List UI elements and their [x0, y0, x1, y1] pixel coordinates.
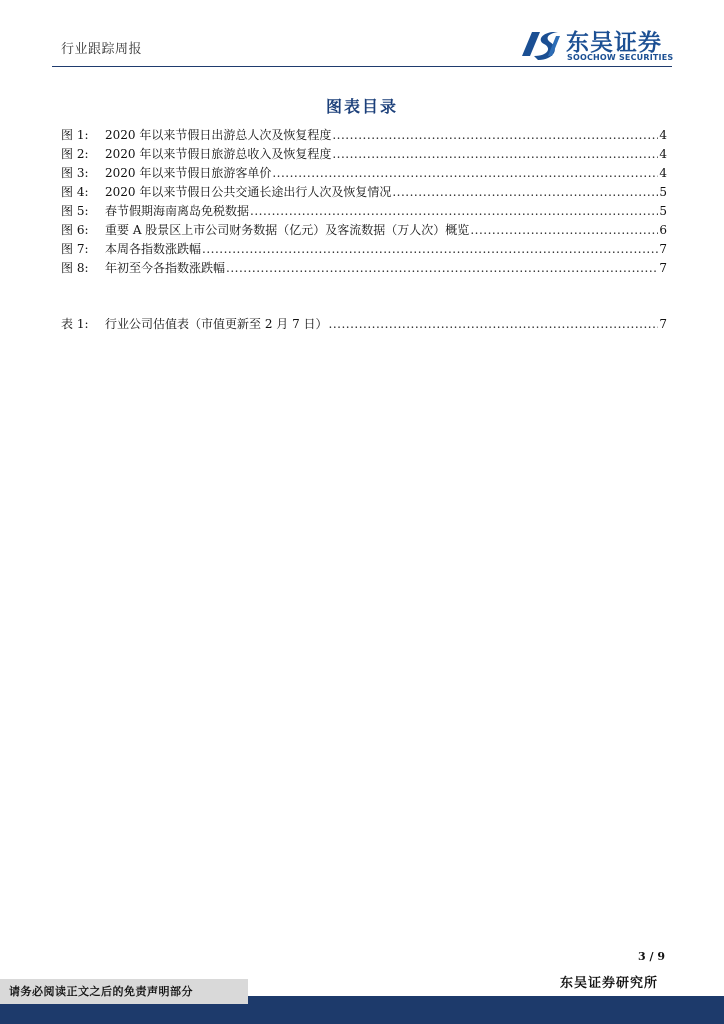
toc-entry[interactable]: [61, 259, 667, 278]
toc-entry-title[interactable]: 2020 年以来节假日旅游客单价: [105, 166, 272, 180]
toc-entry-page: 5: [659, 204, 667, 218]
figure-list: [61, 126, 667, 278]
disclaimer-note: 请务必阅读正文之后的免责声明部分: [0, 979, 248, 1004]
toc-title: 图表目录: [325, 97, 398, 116]
toc-entry-title[interactable]: 2020 年以来节假日旅游总收入及恢复程度: [105, 147, 332, 161]
logo-name-cn: 东吴证券: [566, 30, 662, 56]
toc-entry[interactable]: [61, 221, 667, 240]
toc-entry-page: 5: [659, 185, 667, 199]
logo-name-en: SOOCHOW SECURITIES: [567, 53, 674, 62]
toc-entry[interactable]: [61, 164, 667, 183]
toc-entry-page: 6: [659, 223, 667, 237]
toc-dot-leader: [332, 145, 658, 164]
toc-dot-leader: [470, 221, 658, 240]
toc-entry-page: 4: [659, 147, 667, 161]
table-list: [61, 315, 667, 334]
toc-entry-title[interactable]: 年初至今各指数涨跌幅: [105, 261, 226, 275]
toc-dot-leader: [250, 202, 658, 221]
toc-dot-leader: [329, 315, 659, 334]
toc-entry-number: 图 3:: [61, 166, 89, 180]
toc-entry-number: 图 8:: [61, 261, 89, 275]
toc-entry[interactable]: [61, 315, 667, 334]
toc-dot-leader: [272, 164, 658, 183]
institute-name: 东吴证券研究所: [560, 976, 659, 991]
toc-entry-page: 4: [659, 128, 667, 142]
toc-entry-number: 表 1:: [61, 317, 89, 331]
toc-entry-page: 7: [659, 261, 667, 275]
toc-entry-title[interactable]: 2020 年以来节假日公共交通长途出行人次及恢复情况: [105, 185, 392, 199]
toc-entry[interactable]: [61, 202, 667, 221]
page-number: 3 / 9: [638, 950, 665, 963]
toc-dot-leader: [392, 183, 658, 202]
toc-dot-leader: [332, 126, 658, 145]
company-logo: [518, 24, 678, 64]
toc-entry-title[interactable]: 2020 年以来节假日出游总人次及恢复程度: [105, 128, 332, 142]
toc-entry-number: 图 6:: [61, 223, 89, 237]
toc-entry-page: 7: [659, 317, 667, 331]
toc-dot-leader: [202, 240, 658, 259]
header-divider: [52, 66, 672, 67]
toc-entry[interactable]: [61, 126, 667, 145]
toc-entry-page: 7: [659, 242, 667, 256]
toc-entry-title[interactable]: 春节假期海南离岛免税数据: [105, 204, 250, 218]
toc-dot-leader: [226, 259, 658, 278]
toc-entry-title[interactable]: 重要 A 股景区上市公司财务数据（亿元）及客流数据（万人次）概览: [105, 223, 470, 237]
toc-entry[interactable]: [61, 240, 667, 259]
toc-entry-title[interactable]: 行业公司估值表（市值更新至 2 月 7 日）: [105, 317, 328, 331]
toc-entry-number: 图 2:: [61, 147, 89, 161]
toc-entry[interactable]: [61, 183, 667, 202]
toc-entry-number: 图 1:: [61, 128, 89, 142]
toc-entry-number: 图 7:: [61, 242, 89, 256]
toc-entry-number: 图 5:: [61, 204, 89, 218]
toc-entry-number: 图 4:: [61, 185, 89, 199]
toc-entry-title[interactable]: 本周各指数涨跌幅: [105, 242, 202, 256]
toc-entry[interactable]: [61, 145, 667, 164]
soochow-logo-icon: [518, 26, 562, 62]
report-type-label: 行业跟踪周报: [61, 42, 143, 57]
toc-entry-page: 4: [659, 166, 667, 180]
